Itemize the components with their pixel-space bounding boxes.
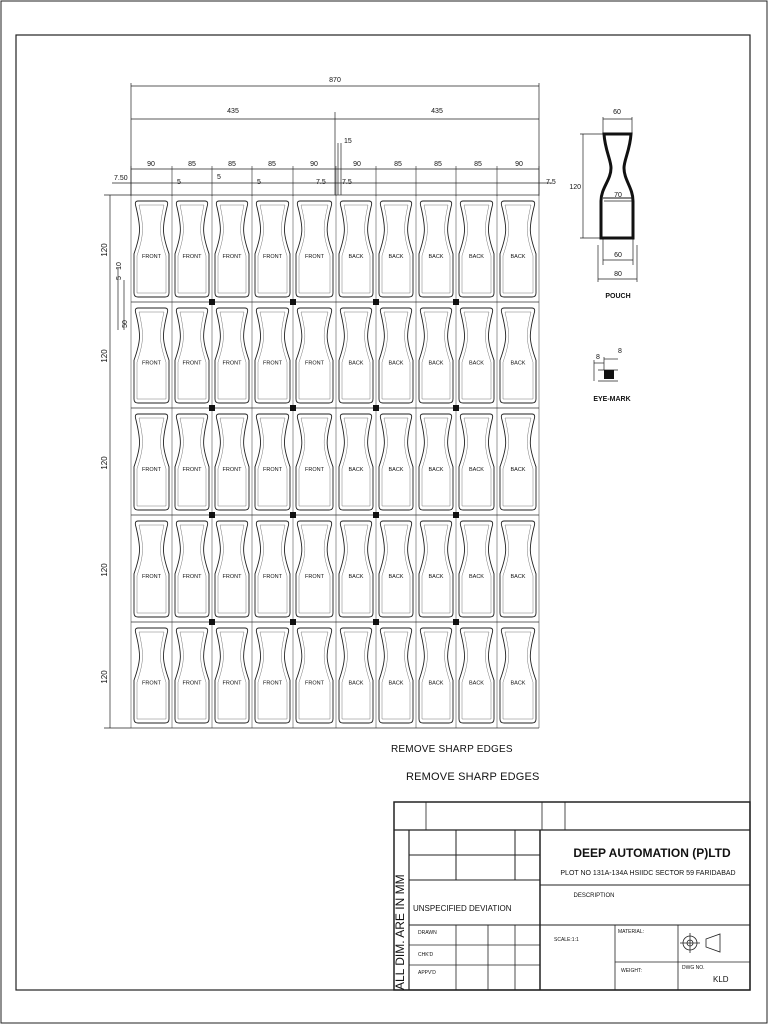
pouch-cell-inner xyxy=(218,312,246,399)
pouch-cell-inner xyxy=(137,418,166,506)
pitch-label-2: 85 xyxy=(188,161,196,168)
pouch-cell-inner xyxy=(503,205,533,293)
dim-side-10: 10 xyxy=(116,262,123,270)
pouch-cell-label: BACK xyxy=(388,254,404,261)
pitch-label-10: 90 xyxy=(515,161,523,168)
dim-half-left: 435 xyxy=(227,108,239,115)
weight-label: WEIGHT: xyxy=(621,968,642,974)
pouch-cell-label: FRONT xyxy=(305,467,324,474)
eye-mark xyxy=(209,619,215,625)
row-height-label-2: 120 xyxy=(100,349,109,363)
pouch-cell-label: BACK xyxy=(388,467,404,474)
dim-gap-1: 5 xyxy=(177,179,181,186)
pouch-dim-height: 120 xyxy=(569,184,581,191)
pouch-cell-label: BACK xyxy=(348,467,364,474)
eye-mark-h: 8 xyxy=(618,348,622,355)
description-label: DESCRIPTION xyxy=(573,893,615,899)
pouch-cell-label: BACK xyxy=(388,360,404,367)
dim-gap-2: 5 xyxy=(217,174,221,181)
dim-left-margin: 7.50 xyxy=(114,175,128,182)
eye-mark xyxy=(453,405,459,411)
pouch-cell-label: FRONT xyxy=(182,360,202,367)
pouch-cell-label: FRONT xyxy=(263,254,282,261)
pouch-cell xyxy=(296,308,333,403)
pouch-detail xyxy=(580,117,637,282)
pouch-cell-label: BACK xyxy=(510,680,526,687)
pouch-cell-label: BACK xyxy=(348,680,364,687)
pouch-cell-inner xyxy=(137,312,166,399)
pouch-cell-label: BACK xyxy=(510,360,526,367)
pouch-cell-label: FRONT xyxy=(263,574,282,581)
pouch-cell-inner xyxy=(218,525,246,613)
material-label: MATERIAL: xyxy=(618,929,645,935)
pouch-cell xyxy=(296,201,333,297)
pouch-cell-label: BACK xyxy=(428,254,444,261)
pouch-cell-inner xyxy=(342,418,370,506)
company-name: DEEP AUTOMATION (P)LTD xyxy=(573,846,731,860)
eye-mark xyxy=(290,405,296,411)
eye-mark-caption: EYE-MARK xyxy=(593,396,631,403)
dim-gap-3: 5 xyxy=(257,179,261,186)
pouch-cell-label: FRONT xyxy=(142,254,161,261)
pouch-cell-label: FRONT xyxy=(142,467,161,474)
eye-mark xyxy=(373,299,379,305)
pouch-cell-label: BACK xyxy=(388,574,404,581)
pouch-cell-label: BACK xyxy=(469,254,484,261)
pitch-label-9: 85 xyxy=(474,161,482,168)
pouch-cell-label: BACK xyxy=(469,467,484,474)
dim-side-50: 50 xyxy=(122,320,129,328)
pouch-cell xyxy=(296,414,333,510)
row-height-label-1: 120 xyxy=(100,243,109,257)
pouch-cell-inner xyxy=(137,525,166,613)
pitch-label-3: 85 xyxy=(228,161,236,168)
pouch-cell xyxy=(500,628,536,723)
pouch-cell-inner xyxy=(178,205,206,293)
pouch-cell-label: BACK xyxy=(469,574,484,581)
pouch-cell-inner xyxy=(299,525,330,613)
pouch-cell-inner xyxy=(462,418,491,506)
pouch-cell-inner xyxy=(462,525,491,613)
pouch-cell-label: FRONT xyxy=(305,254,324,261)
pouch-grid xyxy=(131,195,539,728)
pouch-cell-label: BACK xyxy=(388,680,404,687)
pouch-cell-inner xyxy=(299,205,330,293)
pouch-cell-label: BACK xyxy=(428,467,444,474)
dim-center-gap: 15 xyxy=(344,138,352,145)
pouch-cell-inner xyxy=(382,205,410,293)
pouch-cell-inner xyxy=(178,418,206,506)
pouch-cell-inner xyxy=(299,312,330,399)
pouch-cell xyxy=(500,201,536,297)
projection-symbol-icon xyxy=(680,933,720,953)
pouch-cell-label: FRONT xyxy=(263,467,282,474)
pouch-cell-inner xyxy=(342,312,370,399)
dim-right-margin: 7.5 xyxy=(546,179,556,186)
eye-mark xyxy=(209,405,215,411)
pouch-cell-label: FRONT xyxy=(222,360,242,367)
pouch-cell-label: BACK xyxy=(428,680,444,687)
pouch-cell-inner xyxy=(382,632,410,719)
pouch-cell xyxy=(500,308,536,403)
row-height-label-4: 120 xyxy=(100,563,109,577)
pouch-caption: POUCH xyxy=(605,293,631,300)
pouch-cell-inner xyxy=(462,632,491,719)
title-block xyxy=(394,802,750,990)
pouch-cell-inner xyxy=(342,632,370,719)
row-height-label-3: 120 xyxy=(100,456,109,470)
pouch-cell-inner xyxy=(342,205,370,293)
pouch-cell-label: FRONT xyxy=(182,680,202,687)
pouch-cell-inner xyxy=(299,632,330,719)
dim-center-offset-right: 7.5 xyxy=(342,179,352,186)
dim-center-offset-left: 7.5 xyxy=(316,179,326,186)
pouch-cell-inner xyxy=(422,418,450,506)
pouch-cell-inner xyxy=(503,632,533,719)
dim-half-right: 435 xyxy=(431,108,443,115)
pouch-cell-inner xyxy=(258,525,287,613)
pouch-dim-bottom-inner: 60 xyxy=(614,252,622,259)
pouch-cell-inner xyxy=(462,205,491,293)
eye-mark xyxy=(373,405,379,411)
pouch-cell-inner xyxy=(342,525,370,613)
pouch-cell-label: FRONT xyxy=(182,254,202,261)
pouch-cell-label: FRONT xyxy=(182,574,202,581)
eye-mark xyxy=(373,619,379,625)
pouch-cell-inner xyxy=(178,632,206,719)
pouch-cell-label: FRONT xyxy=(222,680,242,687)
drawing-code: KLD xyxy=(713,975,729,984)
pouch-cell-inner xyxy=(137,205,166,293)
eye-mark xyxy=(209,512,215,518)
company-address: PLOT NO 131A-134A HSIIDC SECTOR 59 FARIDABAD xyxy=(560,870,736,877)
dim-overall: 870 xyxy=(329,77,341,84)
row-height-label-5: 120 xyxy=(100,670,109,684)
pouch-cell-label: FRONT xyxy=(222,467,242,474)
note-line-1: REMOVE SHARP EDGES xyxy=(391,744,513,755)
pouch-dim-bottom-outer: 80 xyxy=(614,271,622,278)
pouch-cell xyxy=(296,628,333,723)
pouch-cell-inner xyxy=(258,312,287,399)
pouch-cell-label: FRONT xyxy=(305,574,324,581)
pouch-cell-label: BACK xyxy=(510,467,526,474)
scale-label: SCALE:1:1 xyxy=(554,937,579,943)
pouch-cell-label: FRONT xyxy=(222,574,242,581)
pitch-label-4: 85 xyxy=(268,161,276,168)
pouch-cell-inner xyxy=(178,525,206,613)
pouch-cell-label: BACK xyxy=(469,360,484,367)
pitch-label-8: 85 xyxy=(434,161,442,168)
pouch-cell xyxy=(296,521,333,617)
pouch-cell xyxy=(500,414,536,510)
pouch-cell-inner xyxy=(137,632,166,719)
pouch-dim-waist: 70 xyxy=(614,192,622,199)
eye-mark-w: 8 xyxy=(596,354,600,361)
pouch-cell-inner xyxy=(258,418,287,506)
pouch-cell xyxy=(500,521,536,617)
dim-side-5: 5 xyxy=(116,276,123,280)
drawn-label: DRAWN xyxy=(418,930,437,936)
eye-mark xyxy=(290,512,296,518)
pouch-cell-label: BACK xyxy=(428,360,444,367)
pouch-cell-inner xyxy=(382,525,410,613)
pouch-cell-label: BACK xyxy=(348,254,364,261)
eye-mark xyxy=(453,299,459,305)
pouch-cell-inner xyxy=(382,312,410,399)
pitch-label-1: 90 xyxy=(147,161,155,168)
chkd-label: CHK'D xyxy=(418,952,434,958)
pouch-cell-label: FRONT xyxy=(142,574,161,581)
pouch-dim-top: 60 xyxy=(613,109,621,116)
dwg-no-label: DWG NO. xyxy=(682,965,705,971)
pouch-cell-inner xyxy=(462,312,491,399)
pouch-cell-inner xyxy=(422,205,450,293)
eye-mark xyxy=(290,619,296,625)
pouch-cell-label: FRONT xyxy=(305,680,324,687)
pouch-cell-inner xyxy=(299,418,330,506)
pouch-cell-label: BACK xyxy=(469,680,484,687)
pouch-cell-inner xyxy=(503,312,533,399)
eye-mark xyxy=(373,512,379,518)
pouch-cell-inner xyxy=(218,418,246,506)
pouch-cell-label: FRONT xyxy=(263,680,282,687)
pouch-cell-inner xyxy=(422,525,450,613)
pouch-cell-label: BACK xyxy=(348,360,364,367)
pouch-cell-label: BACK xyxy=(510,254,526,261)
pouch-outline xyxy=(601,134,633,238)
pouch-cell-label: BACK xyxy=(348,574,364,581)
pouch-cell-inner xyxy=(422,632,450,719)
pouch-cell-label: FRONT xyxy=(305,360,324,367)
pouch-cell-label: FRONT xyxy=(182,467,202,474)
pouch-cell-inner xyxy=(382,418,410,506)
pouch-cell-inner xyxy=(503,418,533,506)
pouch-cell-inner xyxy=(258,205,287,293)
pouch-cell-label: BACK xyxy=(510,574,526,581)
eye-mark xyxy=(209,299,215,305)
pitch-label-5: 90 xyxy=(310,161,318,168)
pouch-cell-inner xyxy=(218,205,246,293)
pouch-cell-label: FRONT xyxy=(222,254,242,261)
pouch-cell-inner xyxy=(503,525,533,613)
eye-mark xyxy=(453,619,459,625)
pouch-cell-label: BACK xyxy=(428,574,444,581)
pouch-cell-inner xyxy=(178,312,206,399)
pouch-cell-label: FRONT xyxy=(142,680,161,687)
note-line-2: REMOVE SHARP EDGES xyxy=(406,771,540,783)
pitch-label-6: 90 xyxy=(353,161,361,168)
pouch-cell-inner xyxy=(218,632,246,719)
title-side-text: ALL DIM. ARE IN MM xyxy=(393,874,407,990)
eye-mark xyxy=(290,299,296,305)
eye-mark-square xyxy=(604,370,614,379)
pouch-cell-inner xyxy=(422,312,450,399)
eye-mark xyxy=(453,512,459,518)
pouch-cell-label: FRONT xyxy=(263,360,282,367)
pouch-cell-inner xyxy=(258,632,287,719)
appvd-label: APPV'D xyxy=(418,970,436,976)
pouch-cell-label: FRONT xyxy=(142,360,161,367)
deviation-text: UNSPECIFIED DEVIATION xyxy=(413,904,512,913)
pitch-label-7: 85 xyxy=(394,161,402,168)
